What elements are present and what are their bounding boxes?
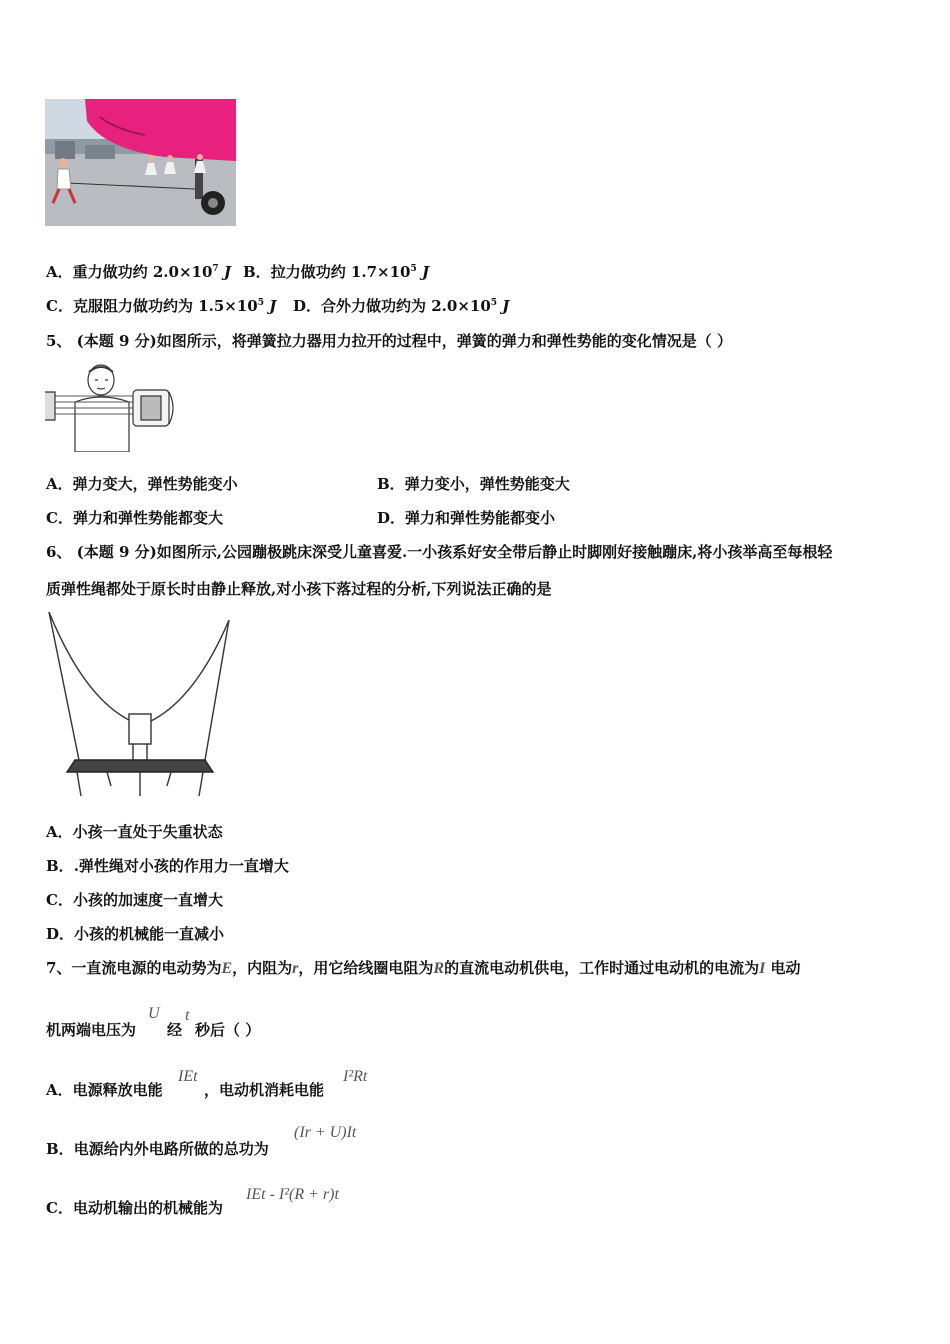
- q5-option-b: B．弹力变小，弹性势能变大: [377, 475, 570, 493]
- q7-stem-end: 秒后（ ）: [195, 1021, 261, 1039]
- q5-option-d: D．弹力和弹性势能都变小: [377, 509, 556, 527]
- q6-option-a: A．小孩一直处于失重状态: [46, 823, 223, 841]
- q7-stem-line2: 机两端电压为: [46, 1021, 137, 1039]
- q4-option-d: D．合外力做功约为 $2.0\times 10^5$ J: [293, 297, 510, 315]
- q6-stem-line1: 6、 (本题 9 分)如图所示,公园蹦极跳床深受儿童喜爱.一小孩系好安全带后静止时脚刚好接触蹦床,将小孩举高至每根轻: [46, 543, 833, 561]
- q6-option-d: D．小孩的机械能一直减小: [46, 925, 225, 943]
- q4-option-c: C．克服阻力做功约为 $1.5\times 10^5$ J: [46, 297, 277, 315]
- q7-symbol-u: U: [148, 1005, 160, 1022]
- q4-option-a: A．重力做功约 $2.0\times 10^7$ J: [46, 263, 231, 281]
- q5-option-c: C．弹力和弹性势能都变大: [46, 509, 223, 527]
- q5-stem: 5、 (本题 9 分)如图所示，将弹簧拉力器用力拉开的过程中，弹簧的弹力和弹性势能的变化情况是（ ）: [46, 332, 732, 350]
- q4-option-b: B．拉力做功约 $1.7\times 10^5$ J: [243, 263, 430, 281]
- q7-option-a-mid: ，电动机消耗电能: [204, 1081, 325, 1099]
- q7-option-a-math2: I²Rt: [343, 1068, 368, 1085]
- airplane-pull-photo: [45, 99, 236, 226]
- q6-stem-line2: 质弹性绳都处于原长时由静止释放,对小孩下落过程的分析,下列说法正确的是: [46, 580, 552, 598]
- q5-option-a: A．弹力变大，弹性势能变小: [46, 475, 238, 493]
- q7-option-c: C．电动机输出的机械能为: [46, 1199, 223, 1217]
- q6-option-c: C．小孩的加速度一直增大: [46, 891, 223, 909]
- q7-option-b-math1: (Ir + U)It: [294, 1124, 357, 1141]
- q6-option-b: B．.弹性绳对小孩的作用力一直增大: [46, 857, 289, 875]
- q7-option-b: B．电源给内外电路所做的总功为: [46, 1140, 269, 1158]
- q7-symbol-t: t: [185, 1007, 190, 1024]
- spring-expander-figure: [45, 362, 177, 452]
- q7-stem-jing: 经: [167, 1021, 183, 1039]
- q7-option-a: A．电源释放电能: [46, 1081, 163, 1099]
- bungee-trampoline-figure: [45, 610, 235, 800]
- q7-stem-line1: 7、一直流电源的电动势为E，内阻为r，用它给线圈电阻为R的直流电动机供电，工作时通过电动机的电流为I 电动: [46, 959, 801, 977]
- q7-option-a-math1: IEt: [178, 1068, 198, 1085]
- q7-option-c-math1: IEt - I²(R + r)t: [246, 1186, 339, 1203]
